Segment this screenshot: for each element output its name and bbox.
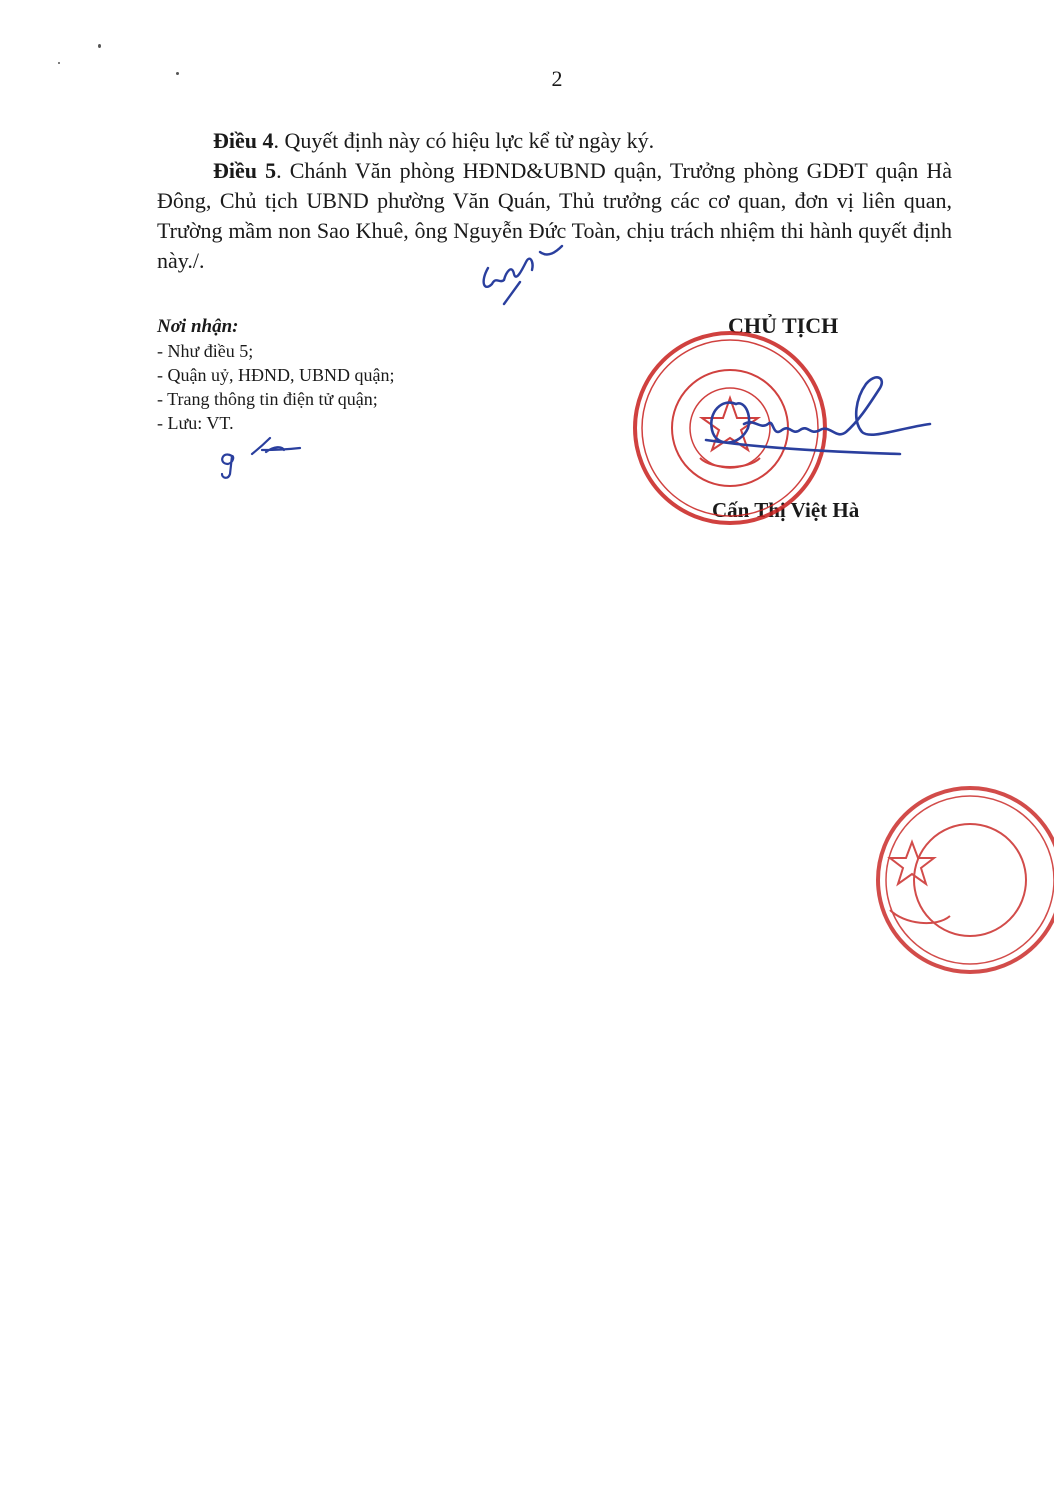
- recipients-heading: Nơi nhận:: [157, 316, 239, 337]
- recipient-item: - Lưu: VT.: [157, 411, 487, 435]
- article-label: Điều 4: [213, 128, 274, 153]
- recipient-initials: [222, 438, 300, 478]
- article-text: . Chánh Văn phòng HĐND&UBND quận, Trưởng phòng GDĐT quận Hà Đông, Chủ tịch UBND phường Văn Quán, Thủ trưởng các cơ quan, đơn vị liên quan, Trường mầm non Sao Khuê, ông Nguyễn Đức Toàn, chịu trách nhiệm thi hành quyết định này./.: [157, 158, 953, 273]
- page-number: 2: [551, 66, 563, 91]
- signer-title: CHỦ TỊCH: [728, 313, 839, 338]
- official-seal: [635, 333, 825, 523]
- edge-seal: [878, 788, 1054, 972]
- article-text: . Quyết định này có hiệu lực kể từ ngày ký.: [273, 128, 655, 153]
- recipient-item: - Trang thông tin điện tử quận;: [157, 387, 487, 411]
- recipient-item: - Như điều 5;: [157, 339, 487, 363]
- signer-name: Cấn Thị Việt Hà: [712, 498, 860, 522]
- recipient-item: - Quận uỷ, HĐND, UBND quận;: [157, 363, 487, 387]
- initials-mark: [484, 246, 562, 304]
- article-label: Điều 5: [213, 158, 277, 183]
